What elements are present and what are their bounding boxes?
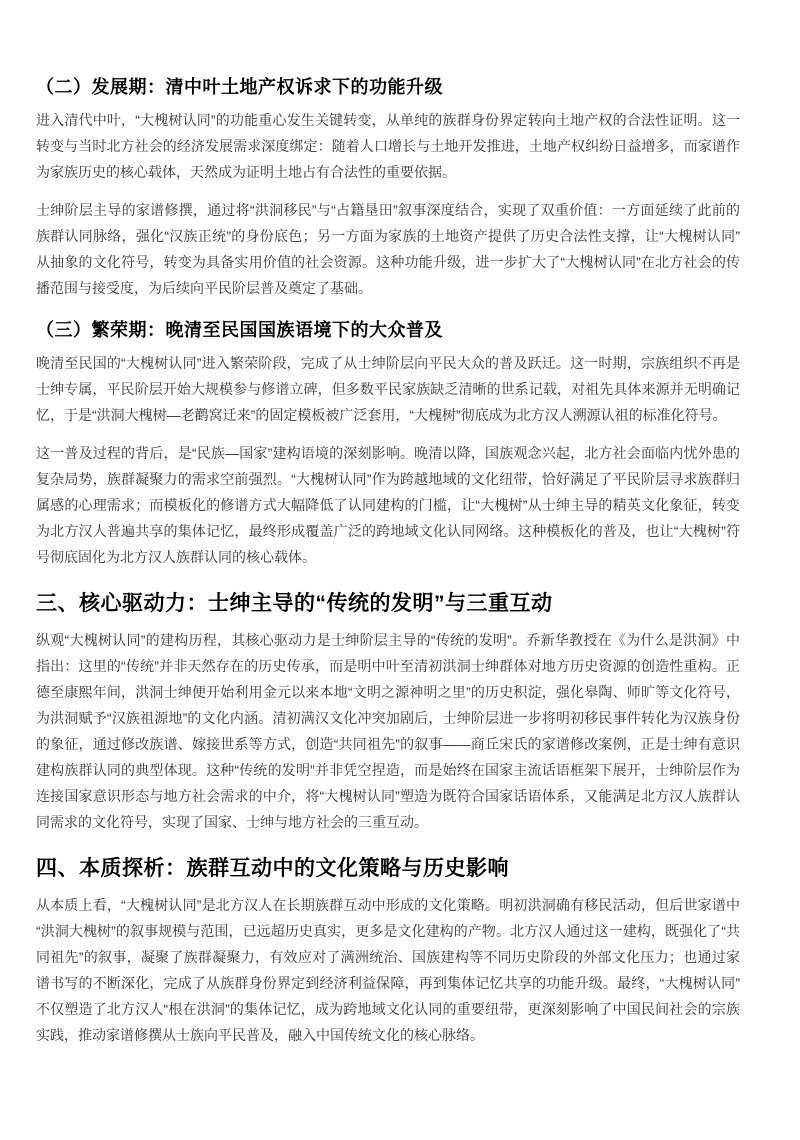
- development-paragraph-2: 士绅阶层主导的家谱修撰，通过将“洪洞移民”与“占籍垦田”叙事深度结合，实现了双重价值：一方面延续了此前的族群认同脉络，强化“汉族正统”的身份底色；另一方面为家族的土地资产提供了历史合法性支撑，让“大槐树认同”从抽象的文化符号，转变为具备实用价值的社会资源。这种功能升级，进一步扩大了“大槐树认同”在北方社会的传播范围与接受度，为后续向平民阶层普及奠定了基础。: [36, 202, 740, 296]
- section-heading-core-driver: 三、核心驱动力：士绅主导的“传统的发明”与三重互动: [36, 592, 553, 615]
- core-driver-paragraph: 纵观“大槐树认同”的建构历程，其核心驱动力是士绅阶层主导的“传统的发明”。乔新华教授在《为什么是洪洞》中指出：这里的“传统”并非天然存在的历史传承，而是明中叶至清初洪洞士绅群体对地方历史资源的创造性重构。正德至康熙年间，洪洞士绅便开始利用金元以来本地“文明之源神明之里”的历史积淀，强化皋陶、师旷等文化符号，为洪洞赋予“汉族祖源地”的文化内涵。清初满汉文化冲突加剧后，士绅阶层进一步将明初移民事件转化为汉族身份的象征，通过修改族谱、嫁接世系等方式，创造“共同祖先”的叙事——商丘宋氏的家谱修改案例，正是士绅有意识建构族群认同的典型体现。这种“传统的发明”并非凭空捏造，而是始终在国家主流话语框架下展开，士绅阶层作为连接国家意识形态与地方社会需求的中介，将“大槐树认同”塑造为既符合国家话语体系，又能满足北方汉人族群认同需求的文化符号，实现了国家、士绅与地方社会的三重互动。: [36, 632, 740, 830]
- section-heading-essence-analysis: 四、本质探析：族群互动中的文化策略与历史影响: [36, 857, 509, 880]
- section-heading-development-period: （二）发展期：清中叶土地产权诉求下的功能升级: [36, 77, 443, 97]
- section-heading-prosperity-period: （三）繁荣期：晚清至民国国族语境下的大众普及: [36, 320, 443, 340]
- prosperity-paragraph-1: 晚清至民国的“大槐树认同”进入繁荣阶段，完成了从士绅阶层向平民大众的普及跃迁。这一时期，宗族组织不再是士绅专属，平民阶层开始大规模参与修谱立碑，但多数平民家族缺乏清晰的世系记载，对祖先具体来源并无明确记忆，于是“洪洞大槐树—老鹳窝迁来”的固定模板被广泛套用，“大槐树”彻底成为北方汉人溯源认祖的标准化符号。: [36, 355, 740, 423]
- development-paragraph-1: 进入清代中叶，“大槐树认同”的功能重心发生关键转变，从单纯的族群身份界定转向土地产权的合法性证明。这一转变与当时北方社会的经济发展需求深度绑定：随着人口增长与土地开发推进，土地产权纠纷日益增多，而家谱作为家族历史的核心载体，天然成为证明土地占有合法性的重要依据。: [36, 112, 740, 180]
- essence-analysis-paragraph: 从本质上看，“大槐树认同”是北方汉人在长期族群互动中形成的文化策略。明初洪洞确有移民活动，但后世家谱中“洪洞大槐树”的叙事规模与范围，已远超历史真实，更多是文化建构的产物。北方汉人通过这一建构，既强化了“共同祖先”的叙事，凝聚了族群凝聚力，有效应对了满洲统治、国族建构等不同历史阶段的外部文化压力；也通过家谱书写的不断深化，完成了从族群身份界定到经济利益保障，再到集体记忆共享的功能升级。最终，“大槐树认同”不仅塑造了北方汉人“根在洪洞”的集体记忆，成为跨地域文化认同的重要纽带，更深刻影响了中国民间社会的宗族实践，推动家谱修撰从士族向平民普及，融入中国传统文化的核心脉络。: [36, 897, 740, 1043]
- prosperity-paragraph-2: 这一普及过程的背后，是“民族—国家”建构语境的深刻影响。晚清以降，国族观念兴起，北方社会面临内忧外患的复杂局势，族群凝聚力的需求空前强烈。“大槐树认同”作为跨越地域的文化纽带，恰好满足了平民阶层寻求族群归属感的心理需求；而模板化的修谱方式大幅降低了认同建构的门槛，让“大槐树”从士绅主导的精英文化象征，转变为北方汉人普遍共享的集体记忆，最终形成覆盖广泛的跨地域文化认同网络。这种模板化的普及，也让“大槐树”符号彻底固化为北方汉人族群认同的核心载体。: [36, 445, 740, 565]
